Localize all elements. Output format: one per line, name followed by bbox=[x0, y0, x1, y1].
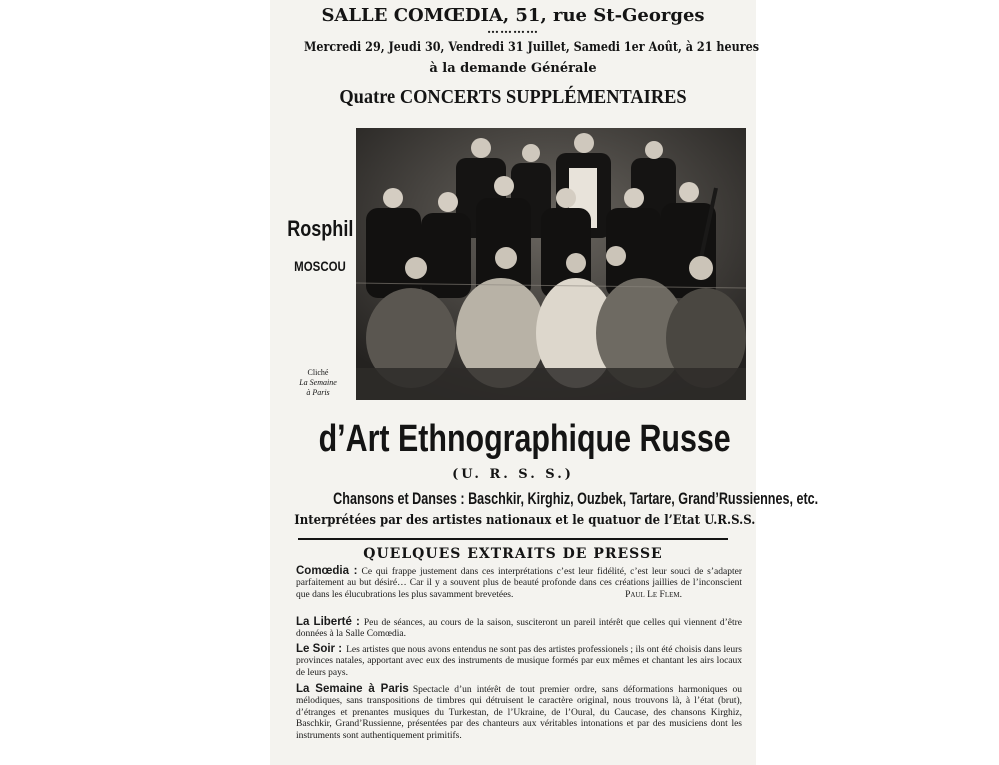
review-source: La Semaine à Paris bbox=[296, 683, 409, 695]
songs-line: Chansons et Danses : Baschkir, Kirghiz, Ouzbek, Tartare, Grand’Russiennes, etc. bbox=[333, 489, 819, 508]
review-comoedia bbox=[296, 566, 742, 602]
dates-line: Mercredi 29, Jeudi 30, Vendredi 31 Juillet, Samedi 1er Août, à 21 heures bbox=[304, 40, 760, 55]
review-text: Peu de séances, au cours de la saison, susciteront un pareil intérêt que celles qui viennent d’être données à la Salle Comœdia. bbox=[296, 618, 742, 640]
press-title: QUELQUES EXTRAITS DE PRESSE bbox=[363, 546, 663, 562]
performers-line: Interprétées par des artistes nationaux et le quatuor de l’Etat U.R.S.S. bbox=[294, 513, 756, 528]
photo-credit-line: à Paris bbox=[306, 388, 330, 397]
review-source: Le Soir : bbox=[296, 643, 343, 655]
group-photo bbox=[356, 128, 746, 400]
review-text: Les artistes que nous avons entendus ne sont pas des artistes professionels ; ils ont été choisis dans leurs provinces natales, apportant avec eux des instruments de musique formés par eux mêmes et chantant les airs locaux de leurs pays. bbox=[296, 645, 742, 678]
review-source: La Liberté : bbox=[296, 616, 360, 628]
concerts-title: Quatre CONCERTS SUPPLÉMENTAIRES bbox=[339, 86, 687, 108]
group-photo-image bbox=[356, 128, 746, 400]
venue-line: SALLE COMŒDIA, 51, rue St-Georges bbox=[321, 5, 705, 26]
review-liberte bbox=[296, 617, 742, 641]
divider-rule bbox=[298, 538, 728, 540]
demand-line: à la demande Générale bbox=[429, 61, 597, 76]
poster bbox=[270, 0, 819, 765]
review-semaine bbox=[296, 684, 742, 742]
review-text: Spectacle d’un intérêt de tout premier ordre, sans déformations harmoniques ou mélodiques, sans transpositions de timbres qui détruisent le caractère original, nous trouvons là, à l’état (brut), d’étranges et prenantes musiques du Turkestan, de l’Ukraine, de l’Oural, du Caucase, des chansons Kirghiz, Baschkir, Grand’Russienne, présentées par des chanteurs aux véritables intonations et par des musiciens dont les instruments sont authentiquement primitifs. bbox=[296, 685, 742, 741]
main-headline: d’Art Ethnographique Russe bbox=[318, 418, 731, 460]
review-source: Comœdia : bbox=[296, 565, 358, 577]
review-signature: Paul Le Flem. bbox=[625, 590, 682, 601]
photo-credit-line: Cliché bbox=[307, 368, 329, 377]
photo-credit-line: La Semaine bbox=[299, 378, 337, 387]
urss-label: (U. R. S. S.) bbox=[452, 467, 574, 482]
rosphil-label: Rosphil bbox=[287, 216, 354, 241]
photo-credit bbox=[284, 368, 352, 398]
dot-divider: ………… bbox=[487, 22, 539, 36]
review-text: Ce qui frappe justement dans ces interprétations c’est leur fidélité, c’est leur souci de s’adapter parfaitement au but désiré… Car il y a souvent plus de beauté profonde dans ces créations jaillies de l’inconscient que dans les élucubrations les plus savamment brevetées. bbox=[296, 567, 742, 600]
review-soir bbox=[296, 644, 742, 679]
moscou-label: MOSCOU bbox=[294, 258, 346, 274]
